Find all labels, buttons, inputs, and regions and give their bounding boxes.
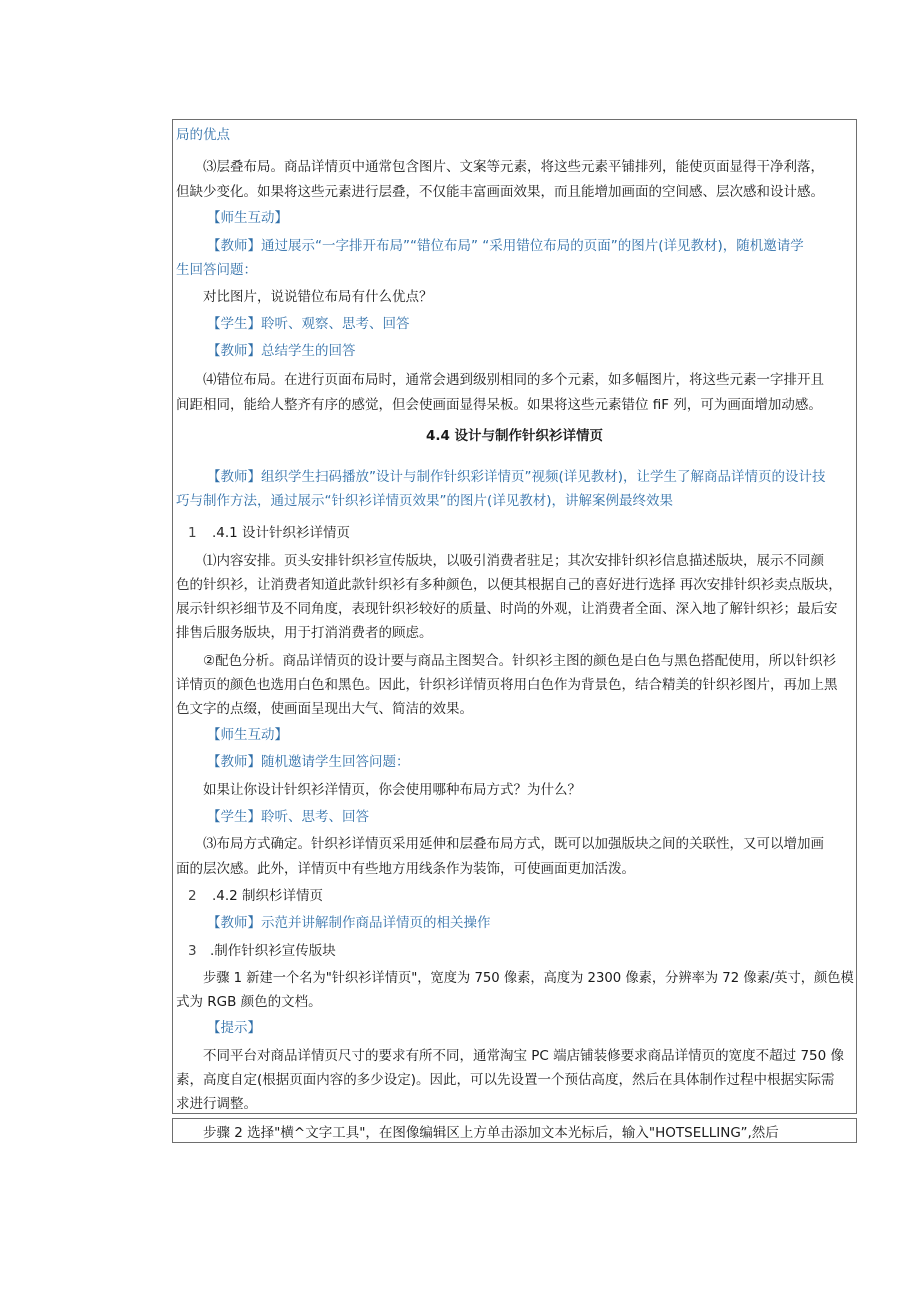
teacher-line: 【教师】示范并讲解制作商品详情页的相关操作 (207, 915, 491, 931)
text-line: 色文字的点缀，使画面呈现出大气、简洁的效果。 (176, 701, 473, 717)
text-line: ⑶层叠布局。商品详情页中通常包含图片、文案等元素，将这些元素平铺排列，能使页面显得干净利落， (203, 159, 824, 175)
text-line: 对比图片，说说错位布局有什么优点？ (203, 289, 433, 305)
text-line: 色的针织衫，让消费者知道此款针织衫有多种颜色，以便其根据自己的喜好进行选择 再次安排针织衫卖点版块， (176, 577, 842, 593)
tip-label: 【提示】 (207, 1020, 261, 1036)
subsection-heading: .4.1 设计针织衫详情页 (212, 525, 351, 541)
text-line: 素，高度自定(根据页面内容的多少设定)。因此，可以先设置一个预估高度，然后在具体制作过程中根据实际需 (176, 1072, 835, 1088)
section-label: 【师生互动】 (207, 727, 288, 743)
student-line: 【学生】聆听、思考、回答 (207, 809, 369, 825)
text-line: 步骤 1 新建一个名为"针织衫详情页"，宽度为 750 像素，高度为 2300 像素，分辨率为 72 像素/英寸，颜色模 (203, 970, 854, 986)
teacher-line: 【教师】总结学生的回答 (207, 343, 356, 359)
text-line: 不同平台对商品详情页尺寸的要求有所不同，通常淘宝 PC 端店铺装修要求商品详情页的宽度不超过 750 像 (203, 1048, 844, 1064)
text-line: 式为 RGB 颜色的文档。 (176, 994, 322, 1010)
text-line: 求进行调整。 (176, 1096, 257, 1112)
text-line: 如果让你设计针织衫洋情页，你会使用哪种布局方式？为什么？ (203, 782, 581, 798)
text-line: 展示针织衫细节及不同角度，表现针织衫较好的质量、时尚的外观，让消费者全面、深入地了解针织衫；最后安 (176, 601, 838, 617)
text-line: 面的层次感。此外，详情页中有些地方用线条作为装饰，可使画面更加活泼。 (176, 861, 635, 877)
text-line: 间距相同，能给人整齐有序的感觉，但会使画面显得呆板。如果将这些元素错位 fiF 列，可为画面增加动感。 (176, 397, 822, 413)
text-line: 详情页的颜色也选用白色和黑色。因此，针织衫详情页将用白色作为背景色，结合精美的针织衫图片，再加上黑 (176, 677, 838, 693)
text-line: 局的优点 (176, 127, 230, 143)
teacher-line: 【教师】组织学生扫码播放”设计与制作针织彩详情页”视频(详见教材)，让学生了解商品详情页的设计技 (207, 469, 826, 485)
list-number: 1 (188, 525, 197, 541)
text-line: ②配色分析。商品详情页的设计要与商品主图契合。针织衫主图的颜色是白色与黑色搭配使用，所以针织衫 (203, 653, 837, 669)
text-line: 排售后服务版块，用于打消消费者的顾虑。 (176, 625, 433, 641)
text-line: ⑴内容安排。页头安排针织衫宣传版块，以吸引消费者驻足；其次安排针织衫信息描述版块，展示不同颜 (203, 553, 824, 569)
student-line: 【学生】聆听、观察、思考、回答 (207, 316, 410, 332)
subsection-heading: .4.2 制织杉详情页 (212, 888, 324, 904)
section-heading: 4.4 设计与制作针织衫详情页 (425, 428, 604, 444)
teacher-line: 【教师】通过展示“一字排开布局”“错位布局” “采用错位布局的页面”的图片(详见教材)，随机邀请学 (207, 238, 804, 254)
teacher-line: 【教师】随机邀请学生回答问题： (207, 754, 410, 770)
text-line: ⑷错位布局。在进行页面布局时，通常会遇到级别相同的多个元素，如多幅图片，将这些元素一字排开且 (203, 372, 824, 388)
teacher-line: 生回答问题： (176, 262, 257, 278)
teacher-line: 巧与制作方法，通过展示“针织衫详情页效果”的图片(详见教材)，讲解案例最终效果 (176, 493, 674, 509)
list-number: 2 (188, 888, 197, 904)
list-number: 3 (188, 943, 197, 959)
section-label: 【师生互动】 (207, 210, 288, 226)
text-line: 但缺少变化。如果将这些元素进行层叠，不仅能丰富画面效果，而且能增加画面的空间感、层次感和设计感。 (176, 184, 824, 200)
text-line: 步骤 2 选择"横^文字工具"，在图像编辑区上方单击添加文本光标后，输入"HOTSELLING”,然后 (203, 1125, 779, 1141)
text-line: ⑶布局方式确定。针织衫详情页采用延伸和层叠布局方式，既可以加强版块之间的关联性，又可以增加画 (203, 836, 824, 852)
subsection-heading: .制作针织衫宣传版块 (210, 943, 336, 959)
